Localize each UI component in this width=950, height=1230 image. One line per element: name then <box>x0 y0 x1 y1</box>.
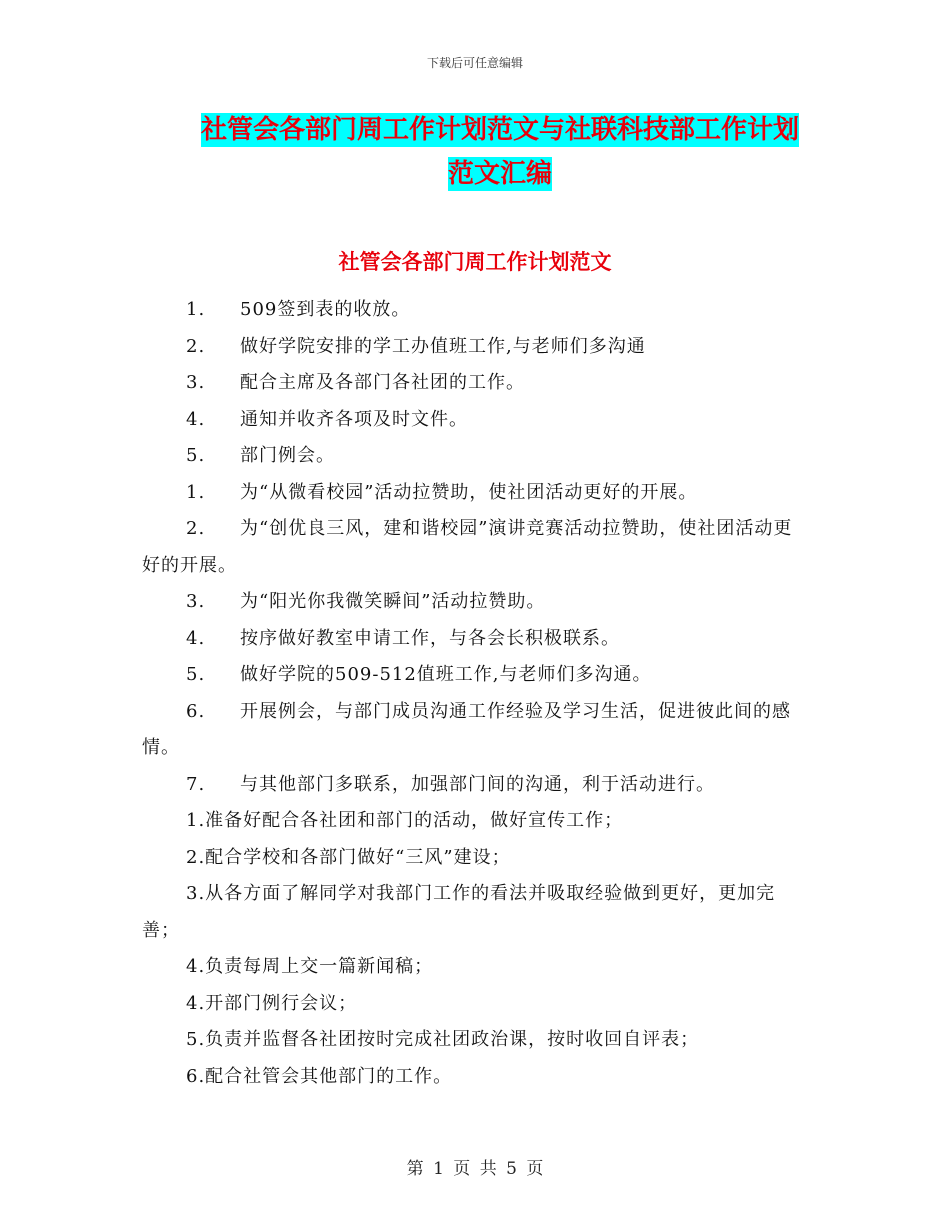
list-item <box>142 1059 810 1096</box>
list-item <box>142 511 810 584</box>
list-item-number: 2. <box>186 518 206 539</box>
page-number-footer: 第 1 页 共 5 页 <box>406 1159 544 1179</box>
list-item <box>142 584 810 621</box>
list-item-text: 配合主席及各部门各社团的工作。 <box>240 372 525 393</box>
list-item <box>142 694 810 767</box>
document-title-line-2: 范文汇编 <box>447 159 552 189</box>
list-item-text: 部门例会。 <box>240 445 335 466</box>
list-item <box>142 949 810 986</box>
list-item-text: 开展例会，与部门成员沟通工作经验及学习生活，促进彼此间的感情。 <box>142 700 791 758</box>
list-item <box>142 475 810 512</box>
list-item-text: 1.准备好配合各社团和部门的活动，做好宣传工作； <box>186 810 624 831</box>
list-item-text: 5.负责并监督各社团按时完成社团政治课，按时收回自评表； <box>186 1029 700 1050</box>
list-item <box>142 365 810 402</box>
list-item-text: 6.配合社管会其他部门的工作。 <box>186 1065 453 1087</box>
list-item <box>142 402 810 439</box>
list-item <box>142 840 810 877</box>
list-item-number: 5. <box>186 664 206 685</box>
list-item-text: 4.负责每周上交一篇新闻稿； <box>186 956 434 977</box>
list-item <box>142 767 810 804</box>
list-item-text: 2.配合学校和各部门做好“三风”建设； <box>186 846 511 868</box>
document-title-line-1: 社管会各部门周工作计划范文与社联科技部工作计划 <box>200 115 799 145</box>
document-body <box>142 292 810 1095</box>
list-item <box>142 803 810 840</box>
list-item-number: 7. <box>186 773 206 795</box>
list-item-text: 3.从各方面了解同学对我部门工作的看法并吸取经验做到更好，更加完善； <box>142 883 776 941</box>
list-item <box>142 876 810 949</box>
list-item-number: 3. <box>186 372 206 393</box>
list-item-number: 1. <box>186 481 206 503</box>
list-item-number: 4. <box>186 408 206 430</box>
list-item-text: 做好学院的509-512值班工作,与老师们多沟通。 <box>240 664 652 685</box>
list-item-number: 6. <box>186 700 206 722</box>
list-item-number: 1. <box>186 299 206 320</box>
list-item <box>142 621 810 658</box>
list-item-text: 为“从微看校园”活动拉赞助，使社团活动更好的开展。 <box>240 481 698 503</box>
list-item-number: 4. <box>186 627 206 649</box>
list-item-number: 2. <box>186 335 206 357</box>
list-item <box>142 438 810 475</box>
list-item <box>142 1022 810 1059</box>
section-title: 社管会各部门周工作计划范文 <box>338 249 612 274</box>
list-item-text: 4.开部门例行会议； <box>186 992 358 1014</box>
list-item-text: 按序做好教室申请工作，与各会长积极联系。 <box>240 627 620 649</box>
document-title <box>160 108 840 196</box>
page-header-note: 下载后可任意编辑 <box>426 56 523 70</box>
list-item-text: 为“创优良三风，建和谐校园”演讲竞赛活动拉赞助，使社团活动更好的开展。 <box>142 518 793 576</box>
list-item-text: 为“阳光你我微笑瞬间”活动拉赞助。 <box>240 591 546 612</box>
list-item-text: 509签到表的收放。 <box>240 299 411 320</box>
list-item-text: 与其他部门多联系，加强部门间的沟通，利于活动进行。 <box>240 773 715 795</box>
list-item <box>142 329 810 366</box>
list-item-number: 3. <box>186 591 206 612</box>
list-item-number: 5. <box>186 445 206 466</box>
list-item <box>142 292 810 329</box>
list-item <box>142 986 810 1023</box>
list-item-text: 做好学院安排的学工办值班工作,与老师们多沟通 <box>240 335 646 357</box>
list-item <box>142 657 810 694</box>
list-item-text: 通知并收齐各项及时文件。 <box>240 408 468 430</box>
